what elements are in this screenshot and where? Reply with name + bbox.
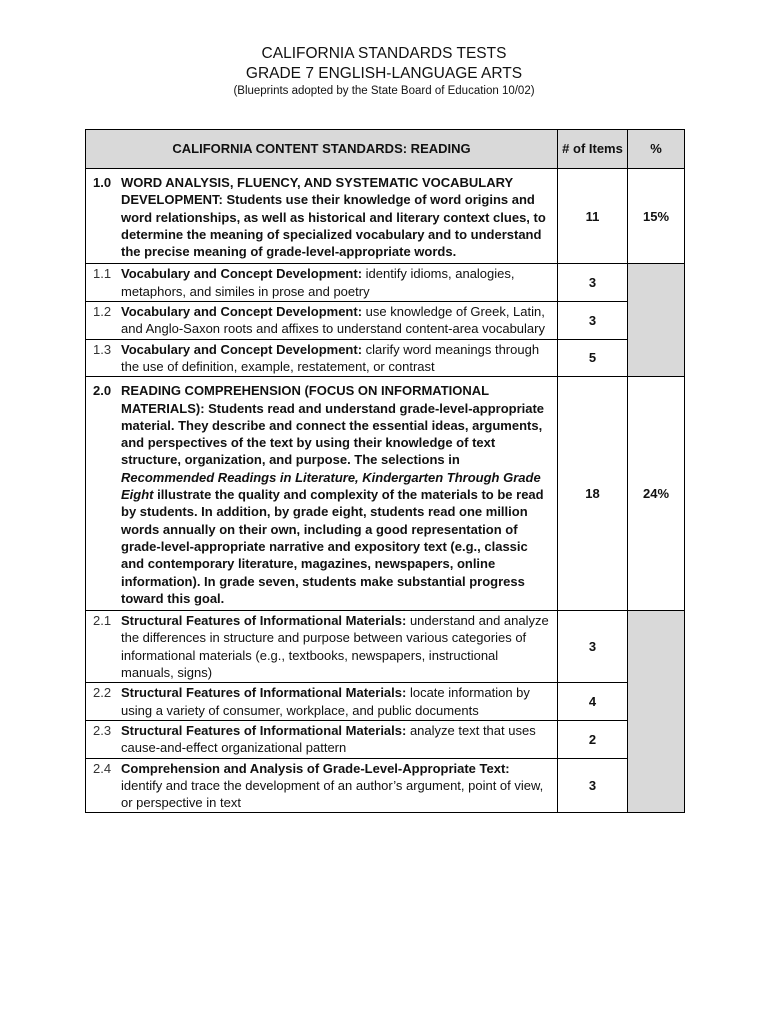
strand-text: WORD ANALYSIS, FLUENCY, AND SYSTEMATIC VOCABULARY DEVELOPMENT: Students use their knowledge of word origins and word relationships, as well as historical and literary context clues, to determine the meaning of specialized vocabulary and to understand the precise meaning of grade-level-appropriate words. (121, 175, 546, 260)
standard-label: Vocabulary and Concept Development: (121, 341, 363, 357)
strand-items: 18 (558, 377, 628, 611)
column-header-items: # of Items (558, 130, 628, 169)
document-note: (Blueprints adopted by the State Board of Education 10/02) (233, 85, 535, 97)
standard-cell (86, 264, 558, 302)
standard-label: Structural Features of Informational Materials: (121, 685, 407, 701)
standard-cell (86, 339, 558, 377)
standard-text: use knowledge of Greek, Latin, and Anglo-Saxon roots and affixes to understand content-area vocabulary (121, 304, 545, 337)
standard-cell (86, 302, 558, 340)
standard-number: 2.4 (93, 760, 112, 776)
standard-row (86, 720, 685, 758)
standard-cell (86, 720, 558, 758)
standard-row (86, 611, 685, 683)
standard-items: 3 (558, 264, 628, 302)
strand-cell (86, 169, 558, 264)
standard-text: analyze text that uses cause-and-effect organizational pattern (121, 722, 536, 756)
standard-items: 3 (558, 611, 628, 683)
standard-number: 2.2 (93, 685, 112, 701)
strand-row (86, 169, 685, 264)
standard-items: 4 (558, 683, 628, 721)
standard-row (86, 302, 685, 340)
standard-items: 3 (558, 302, 628, 340)
blueprint-table (85, 129, 685, 813)
column-header-standard: CALIFORNIA CONTENT STANDARDS: READING (86, 130, 558, 169)
standard-row (86, 758, 685, 813)
strand-percent: 24% (628, 377, 685, 611)
column-header-percent: % (628, 130, 685, 169)
standard-row (86, 683, 685, 721)
standard-items: 5 (558, 339, 628, 377)
standard-number: 2.1 (93, 613, 112, 629)
document-title: CALIFORNIA STANDARDS TESTS (261, 45, 507, 62)
standard-cell (86, 683, 558, 721)
document-header (0, 44, 768, 99)
standard-number: 1.3 (93, 341, 112, 357)
document-subtitle-grade: GRADE 7 ENGLISH-LANGUAGE ARTS (245, 65, 523, 82)
percent-blank-cell (628, 611, 685, 813)
strand-number: 2.0 (93, 383, 112, 399)
standard-label: Comprehension and Analysis of Grade-Level-Appropriate Text: (121, 760, 510, 776)
standard-label: Structural Features of Informational Materials: (121, 722, 407, 738)
standard-items: 3 (558, 758, 628, 813)
standard-row (86, 339, 685, 377)
strand-text: READING COMPREHENSION (FOCUS ON INFORMATIONAL MATERIALS): Students read and understand grade-level-appropriate material. They describe and connect the essential ideas, arguments, and perspectives of the text by using their knowledge of text structure, organization, and purpose. The selections in Recommended Readings in Literature, Kindergarten Through Grade Eight illustrate the quality and complexity of the materials to be read by students. In addition, by grade eight, students read one million words annually on their own, including a good representation of grade-level-appropriate narrative and expository text (e.g., classic and contemporary literature, magazines, newspapers, online information). In grade seven, students make substantial progress toward this goal. (121, 383, 545, 606)
standard-cell (86, 611, 558, 683)
standard-number: 1.2 (93, 304, 112, 320)
standard-text: identify and trace the development of an author’s argument, point of view, or perspective in text (121, 777, 544, 811)
reading-list-title: Recommended Readings in Literature, Kindergarten Through Grade Eight (121, 469, 541, 503)
standard-label: Structural Features of Informational Materials: (121, 613, 407, 629)
strand-number: 1.0 (93, 175, 112, 190)
strand-percent: 15% (628, 169, 685, 264)
strand-cell (86, 377, 558, 611)
standard-number: 1.1 (93, 266, 112, 282)
percent-blank-cell (628, 264, 685, 377)
standard-text: identify idioms, analogies, metaphors, and similes in prose and poetry (121, 266, 515, 299)
standard-cell (86, 758, 558, 813)
standard-label: Vocabulary and Concept Development: (121, 304, 363, 320)
strand-items: 11 (558, 169, 628, 264)
strand-row (86, 377, 685, 611)
standard-row (86, 264, 685, 302)
standard-text: locate information by using a variety of consumer, workplace, and public documents (121, 685, 530, 718)
standard-label: Vocabulary and Concept Development: (121, 266, 363, 282)
standard-items: 2 (558, 720, 628, 758)
standard-number: 2.3 (93, 722, 112, 738)
table-header-row (86, 130, 685, 169)
standard-text: understand and analyze the differences in structure and purpose between various categories of informational materials (e.g., textbooks, newspapers, instructional manuals, signs) (121, 613, 549, 681)
standard-text: clarify word meanings through the use of definition, example, restatement, or contrast (121, 341, 540, 374)
